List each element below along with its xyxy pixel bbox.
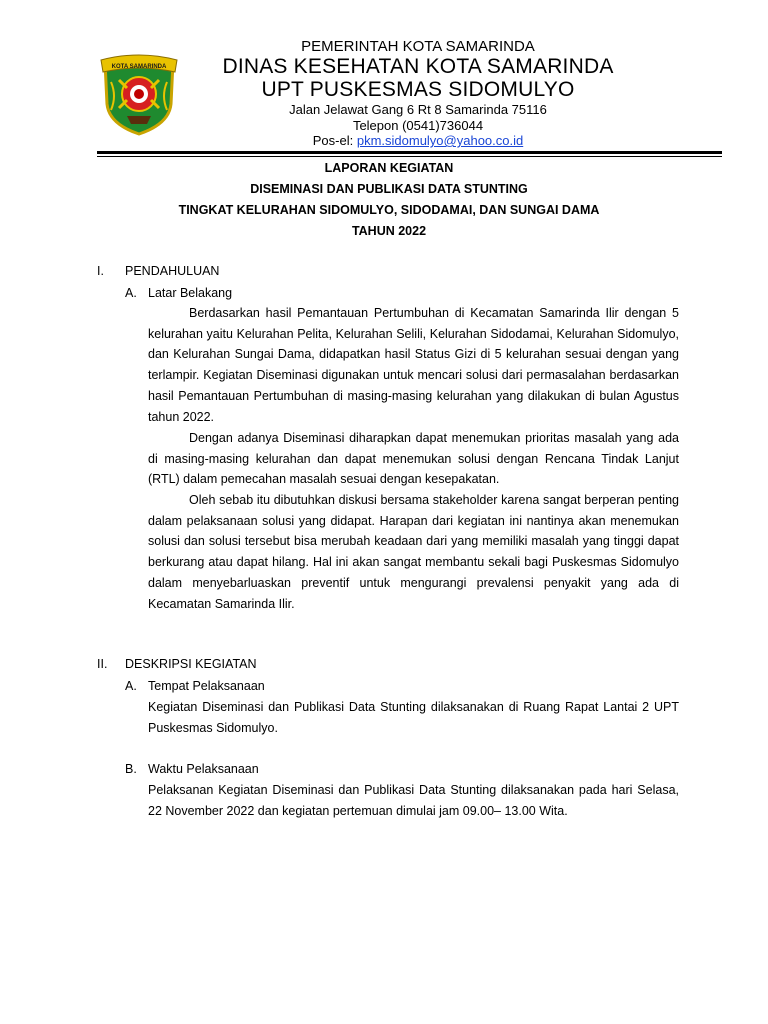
- section-2-number: II.: [97, 657, 108, 671]
- schedule-paragraph: Pelaksanan Kegiatan Diseminasi dan Publikasi Data Stunting dilaksanakan pada hari Selasa, 22 November 2022 dan kegiatan pertemuan dimulai jam 09.00– 13.00 Wita.: [148, 783, 679, 818]
- background-paragraph-2: Dengan adanya Diseminasi diharapkan dapat menemukan prioritas masalah yang ada di masing-masing kelurahan dan dapat menemukan solusi dengan Rencana Tindak Lanjut (RTL) dalam pemecahan masalah sesuai dengan kesepakatan.: [148, 431, 679, 487]
- government-name: PEMERINTAH KOTA SAMARINDA: [301, 38, 535, 55]
- letterhead-divider-thick: [97, 151, 722, 154]
- report-year: TAHUN 2022: [351, 224, 427, 238]
- letterhead-divider-thin: [97, 156, 722, 157]
- kota-samarinda-emblem-icon: [97, 52, 181, 136]
- background-paragraph-1: Berdasarkan hasil Pemantauan Pertumbuhan di Kecamatan Samarinda Ilir dengan 5 kelurahan yaitu Kelurahan Pelita, Kelurahan Selili, Kelurahan Sidodamai, Kelurahan Sidomulyo, dan Kelurahan Sungai Dama, didapatkan hasil Status Gizi di 5 kelurahan sesuai dengan yang terlampir. Kegiatan Diseminasi digunakan untuk mencari solusi dari permasalahan berdasarkan hasil Pemantauan Pertumbuhan di masing-masing kelurahan yang dilakukan di bulan Agustus tahun 2022.: [148, 306, 679, 424]
- office-phone: Telepon (0541)736044: [352, 118, 484, 133]
- section-2a-letter: A.: [125, 679, 137, 693]
- email-link[interactable]: pkm.sidomulyo@yahoo.co.id: [356, 133, 524, 148]
- section-2a-heading: Tempat Pelaksanaan: [148, 679, 265, 693]
- office-name: UPT PUSKESMAS SIDOMULYO: [261, 78, 575, 101]
- emblem-banner-text: KOTA SAMARINDA: [111, 64, 167, 70]
- agency-name: DINAS KESEHATAN KOTA SAMARINDA: [222, 55, 614, 78]
- venue-paragraph: Kegiatan Diseminasi dan Publikasi Data Stunting dilaksanakan di Ruang Rapat Lantai 2 UPT Puskesmas Sidomulyo.: [148, 700, 679, 735]
- email-label: Pos-el:: [312, 133, 357, 148]
- office-email-line: [190, 133, 646, 148]
- section-1a-heading: Latar Belakang: [148, 286, 233, 300]
- section-1a-letter: A.: [125, 286, 137, 300]
- section-2b-heading: Waktu Pelaksanaan: [148, 762, 259, 776]
- section-2b-letter: B.: [125, 762, 137, 776]
- section-2-heading: DESKRIPSI KEGIATAN: [125, 657, 257, 671]
- section-1-number: I.: [97, 264, 104, 278]
- report-title: LAPORAN KEGIATAN: [324, 161, 454, 175]
- section-1-heading: PENDAHULUAN: [125, 264, 220, 278]
- report-scope: TINGKAT KELURAHAN SIDOMULYO, SIDODAMAI, DAN SUNGAI DAMA: [178, 203, 600, 217]
- background-paragraph-3: Oleh sebab itu dibutuhkan diskusi bersama stakeholder karena sangat berperan penting dalam pelaksanaan solusi yang didapat. Harapan dari kegiatan ini nantinya akan menemukan solusi dan solusi tersebut bisa merubah keadaan dari yang memiliki masalah yang tinggi dapat berkurang atau dapat hilang. Hal ini akan sangat membantu sekali bagi Puskesmas Sidomulyo dalam menyebarluaskan preventif untuk mengurangi prevalensi penyakit yang ada di Kecamatan Samarinda Ilir.: [148, 493, 679, 611]
- office-address: Jalan Jelawat Gang 6 Rt 8 Samarinda 75116: [289, 102, 547, 117]
- report-subtitle: DISEMINASI DAN PUBLIKASI DATA STUNTING: [250, 182, 528, 196]
